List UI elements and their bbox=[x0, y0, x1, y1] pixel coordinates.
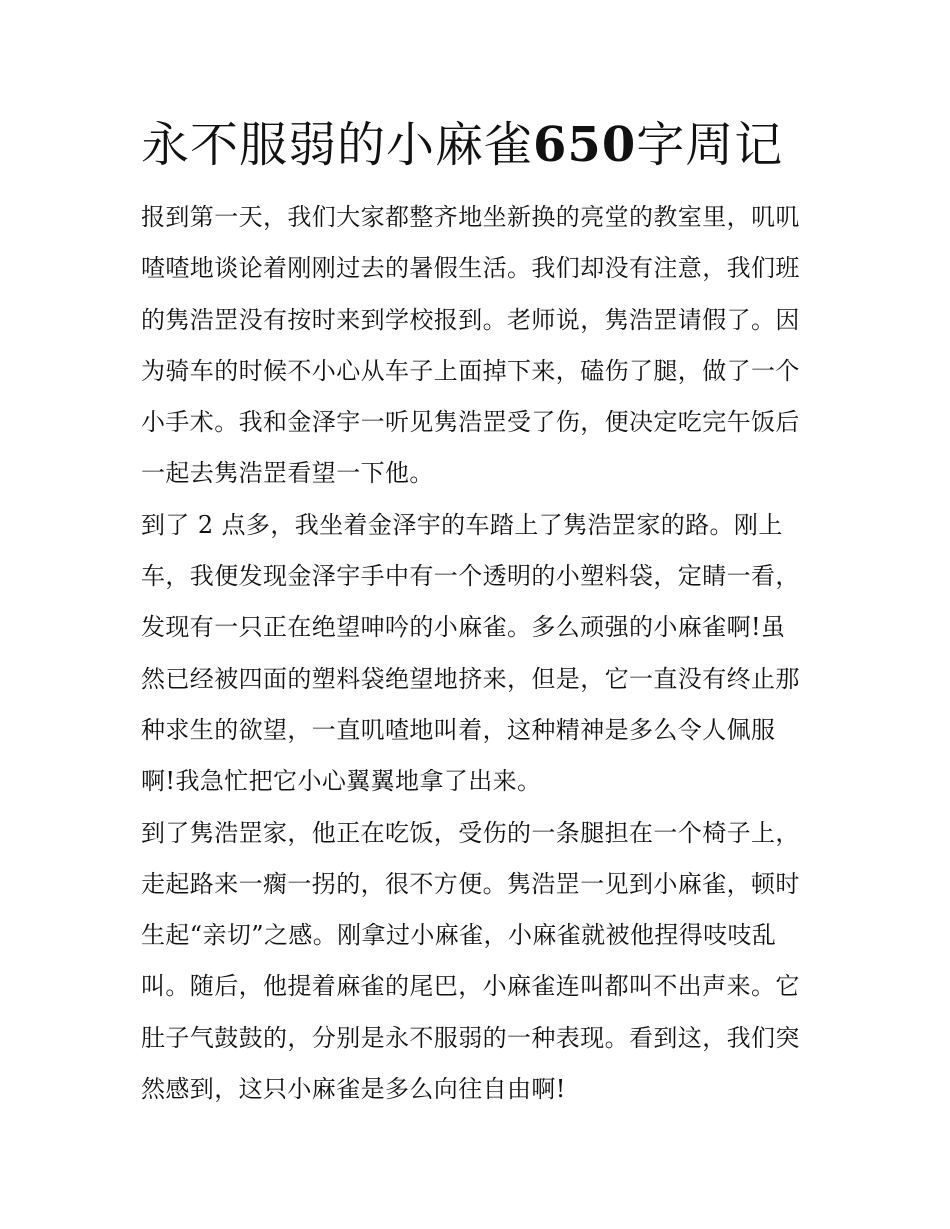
text-line: 的隽浩罡没有按时来到学校报到。老师说，隽浩罡请假了。因 bbox=[141, 305, 800, 334]
title-suffix: 字周记 bbox=[636, 117, 784, 173]
text-line: 肚子气鼓鼓的，分别是永不服弱的一种表现。看到这，我们突 bbox=[141, 1023, 800, 1052]
text-line: 为骑车的时候不小心从车子上面掉下来，磕伤了腿，做了一个 bbox=[141, 356, 800, 385]
document-page bbox=[141, 112, 821, 1115]
text-line: 一起去隽浩罡看望一下他。 bbox=[141, 459, 434, 488]
text-line: 然感到，这只小麻雀是多么向往自由啊! bbox=[141, 1075, 566, 1104]
text-line: 种求生的欲望，一直叽喳地叫着，这种精神是多么令人佩服 bbox=[141, 715, 776, 744]
text-line: 报到第一天，我们大家都整齐地坐新换的亮堂的教室里，叽叽 bbox=[141, 203, 800, 231]
document-body bbox=[141, 192, 821, 1115]
text-line: 发现有一只正在绝望呻吟的小麻雀。多么顽强的小麻雀啊!虽 bbox=[141, 613, 786, 642]
text-line: 然已经被四面的塑料袋绝望地挤来，但是，它一直没有终止那 bbox=[141, 664, 800, 693]
text-line: 到了隽浩罡家，他正在吃饭，受伤的一条腿担在一个椅子上， bbox=[141, 818, 800, 847]
text-line: 喳喳地谈论着刚刚过去的暑假生活。我们却没有注意，我们班 bbox=[141, 254, 800, 283]
title-prefix: 永不服弱的小麻雀 bbox=[141, 117, 534, 173]
text-line: 走起路来一瘸一拐的，很不方便。隽浩罡一见到小麻雀，顿时 bbox=[141, 869, 800, 898]
document-title bbox=[141, 112, 821, 178]
text-line: 啊!我急忙把它小心翼翼地拿了出来。 bbox=[141, 767, 542, 796]
text-line: 叫。随后，他提着麻雀的尾巴，小麻雀连叫都叫不出声来。它 bbox=[141, 972, 800, 1001]
text-line: 生起“亲切”之感。刚拿过小麻雀，小麻雀就被他捏得吱吱乱 bbox=[141, 921, 777, 950]
text-line: 到了 2 点多，我坐着金泽宇的车踏上了隽浩罡家的路。刚上 bbox=[141, 510, 783, 539]
text-line: 小手术。我和金泽宇一听见隽浩罡受了伤，便决定吃完午饭后 bbox=[141, 408, 800, 437]
text-line: 车，我便发现金泽宇手中有一个透明的小塑料袋，定睛一看， bbox=[141, 562, 800, 591]
title-number: 650 bbox=[533, 117, 637, 173]
